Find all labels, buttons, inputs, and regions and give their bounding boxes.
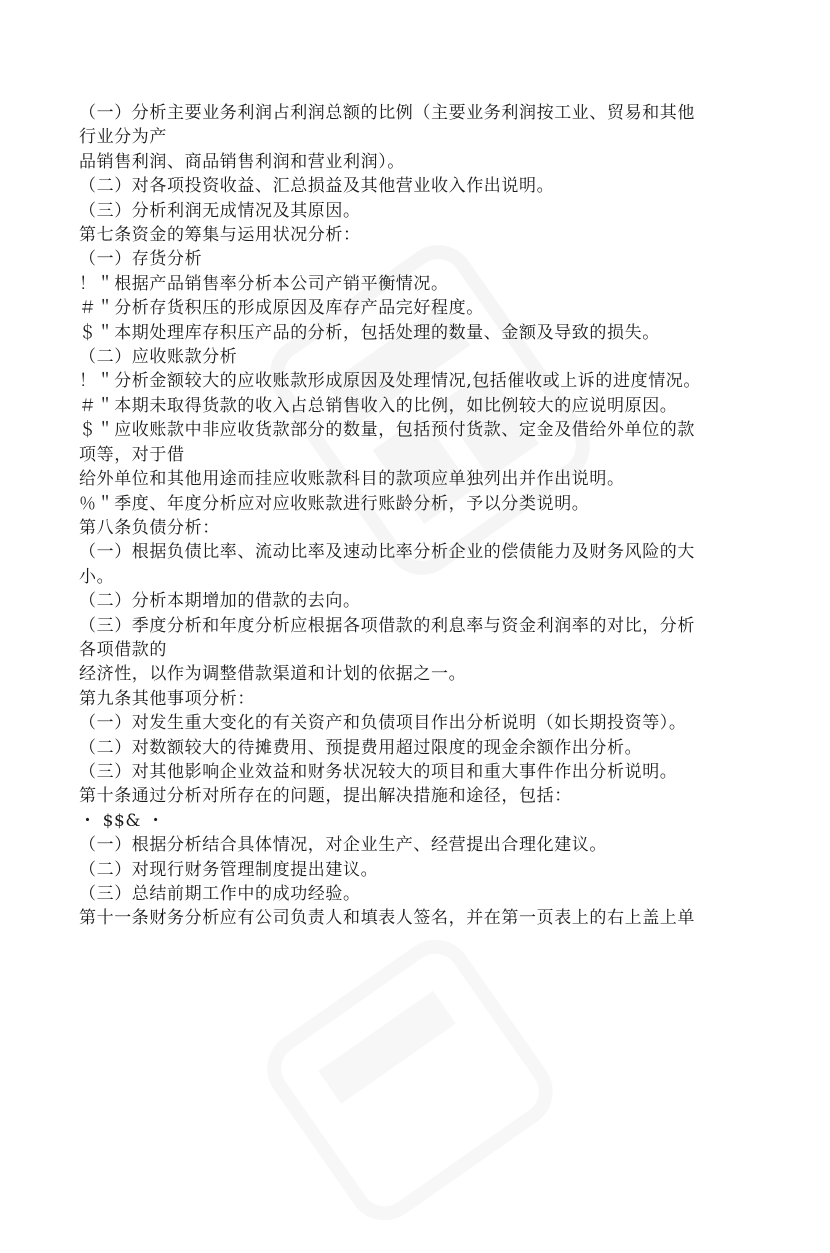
text-line: ＄＂本期处理库存积压产品的分析，包括处理的数量、金额及导致的损失。 (79, 322, 660, 343)
text-line: （一）分析主要业务利润占利润总额的比例（主要业务利润按工业、贸易和其他 (79, 103, 695, 123)
text-line: （三）季度分析和年度分析应根据各项借款的利息率与资金利润率的对比，分析 (79, 615, 695, 636)
text-line: （一）根据分析结合具体情况，对企业生产、经营提出合理化建议。 (79, 835, 607, 856)
text-line: （二）对各项投资收益、汇总损益及其他营业收入作出说明。 (79, 176, 555, 197)
text-line: ％＂季度、年度分析应对应收账款进行账龄分析，予以分类说明。 (79, 493, 590, 514)
text-line: ！＂根据产品销售率分析本公司产销平衡情况。 (79, 273, 449, 294)
section-heading: 第七条资金的筹集与运用状况分析： (79, 225, 361, 246)
text-line: 经济性，以作为调整借款渠道和计划的依据之一。 (79, 664, 467, 685)
text-line: 小。 (79, 566, 115, 587)
text-line: （三）总结前期工作中的成功经验。 (79, 884, 361, 904)
text-line: （一）根据负债比率、流动比率及速动比率分析企业的偿债能力及财务风险的大 (79, 542, 695, 563)
text-line: （二）对现行财务管理制度提出建议。 (79, 859, 379, 880)
text-line: （三）对其他影响企业效益和财务状况较大的项目和重大事件作出分析说明。 (79, 761, 678, 782)
document-body (79, 101, 759, 931)
text-line: ！＂分析金额较大的应收账款形成原因及处理情况,包括催收或上诉的进度情况。 (79, 371, 702, 392)
page-marker: ・ $$& ・ (79, 810, 165, 831)
text-line: 各项借款的 (79, 639, 167, 660)
text-line: 给外单位和其他用途而挂应收账款科目的款项应单独列出并作出说明。 (79, 469, 625, 490)
text-line: 项等，对于借 (79, 444, 185, 465)
watermark-icon-bottom (235, 907, 586, 1253)
text-line: （三）分析利润无成情况及其原因。 (79, 200, 361, 221)
text-line: （二）对数额较大的待摊费用、预提费用超过限度的现金余额作出分析。 (79, 737, 643, 758)
section-heading: 第十条通过分析对所存在的问题，提出解决措施和途径，包括： (79, 786, 572, 807)
text-line: ＄＂应收账款中非应收货款部分的数量，包括预付货款、定金及借给外单位的款 (79, 420, 695, 441)
text-line: ＃＂本期未取得货款的收入占总销售收入的比例，如比例较大的应说明原因。 (79, 395, 678, 416)
text-line: 品销售利润、商品销售利润和营业利润）。 (79, 151, 405, 172)
text-line: 行业分为产 (79, 127, 167, 148)
text-line: （一）对发生重大变化的有关资产和负债项目作出分析说明（如长期投资等）。 (79, 713, 687, 734)
section-heading: 第八条负债分析： (79, 517, 220, 538)
section-heading: 第九条其他事项分析： (79, 688, 255, 709)
section-heading: 第十一条财务分析应有公司负责人和填表人签名，并在第一页表上的右上盖上单 (79, 908, 695, 929)
text-line: ＃＂分析存货积压的形成原因及库存产品完好程度。 (79, 298, 484, 319)
text-line: （二）分析本期增加的借款的去向。 (79, 591, 361, 612)
subsection-heading: （二）应收账款分析 (79, 347, 238, 368)
subsection-heading: （一）存货分析 (79, 249, 203, 270)
